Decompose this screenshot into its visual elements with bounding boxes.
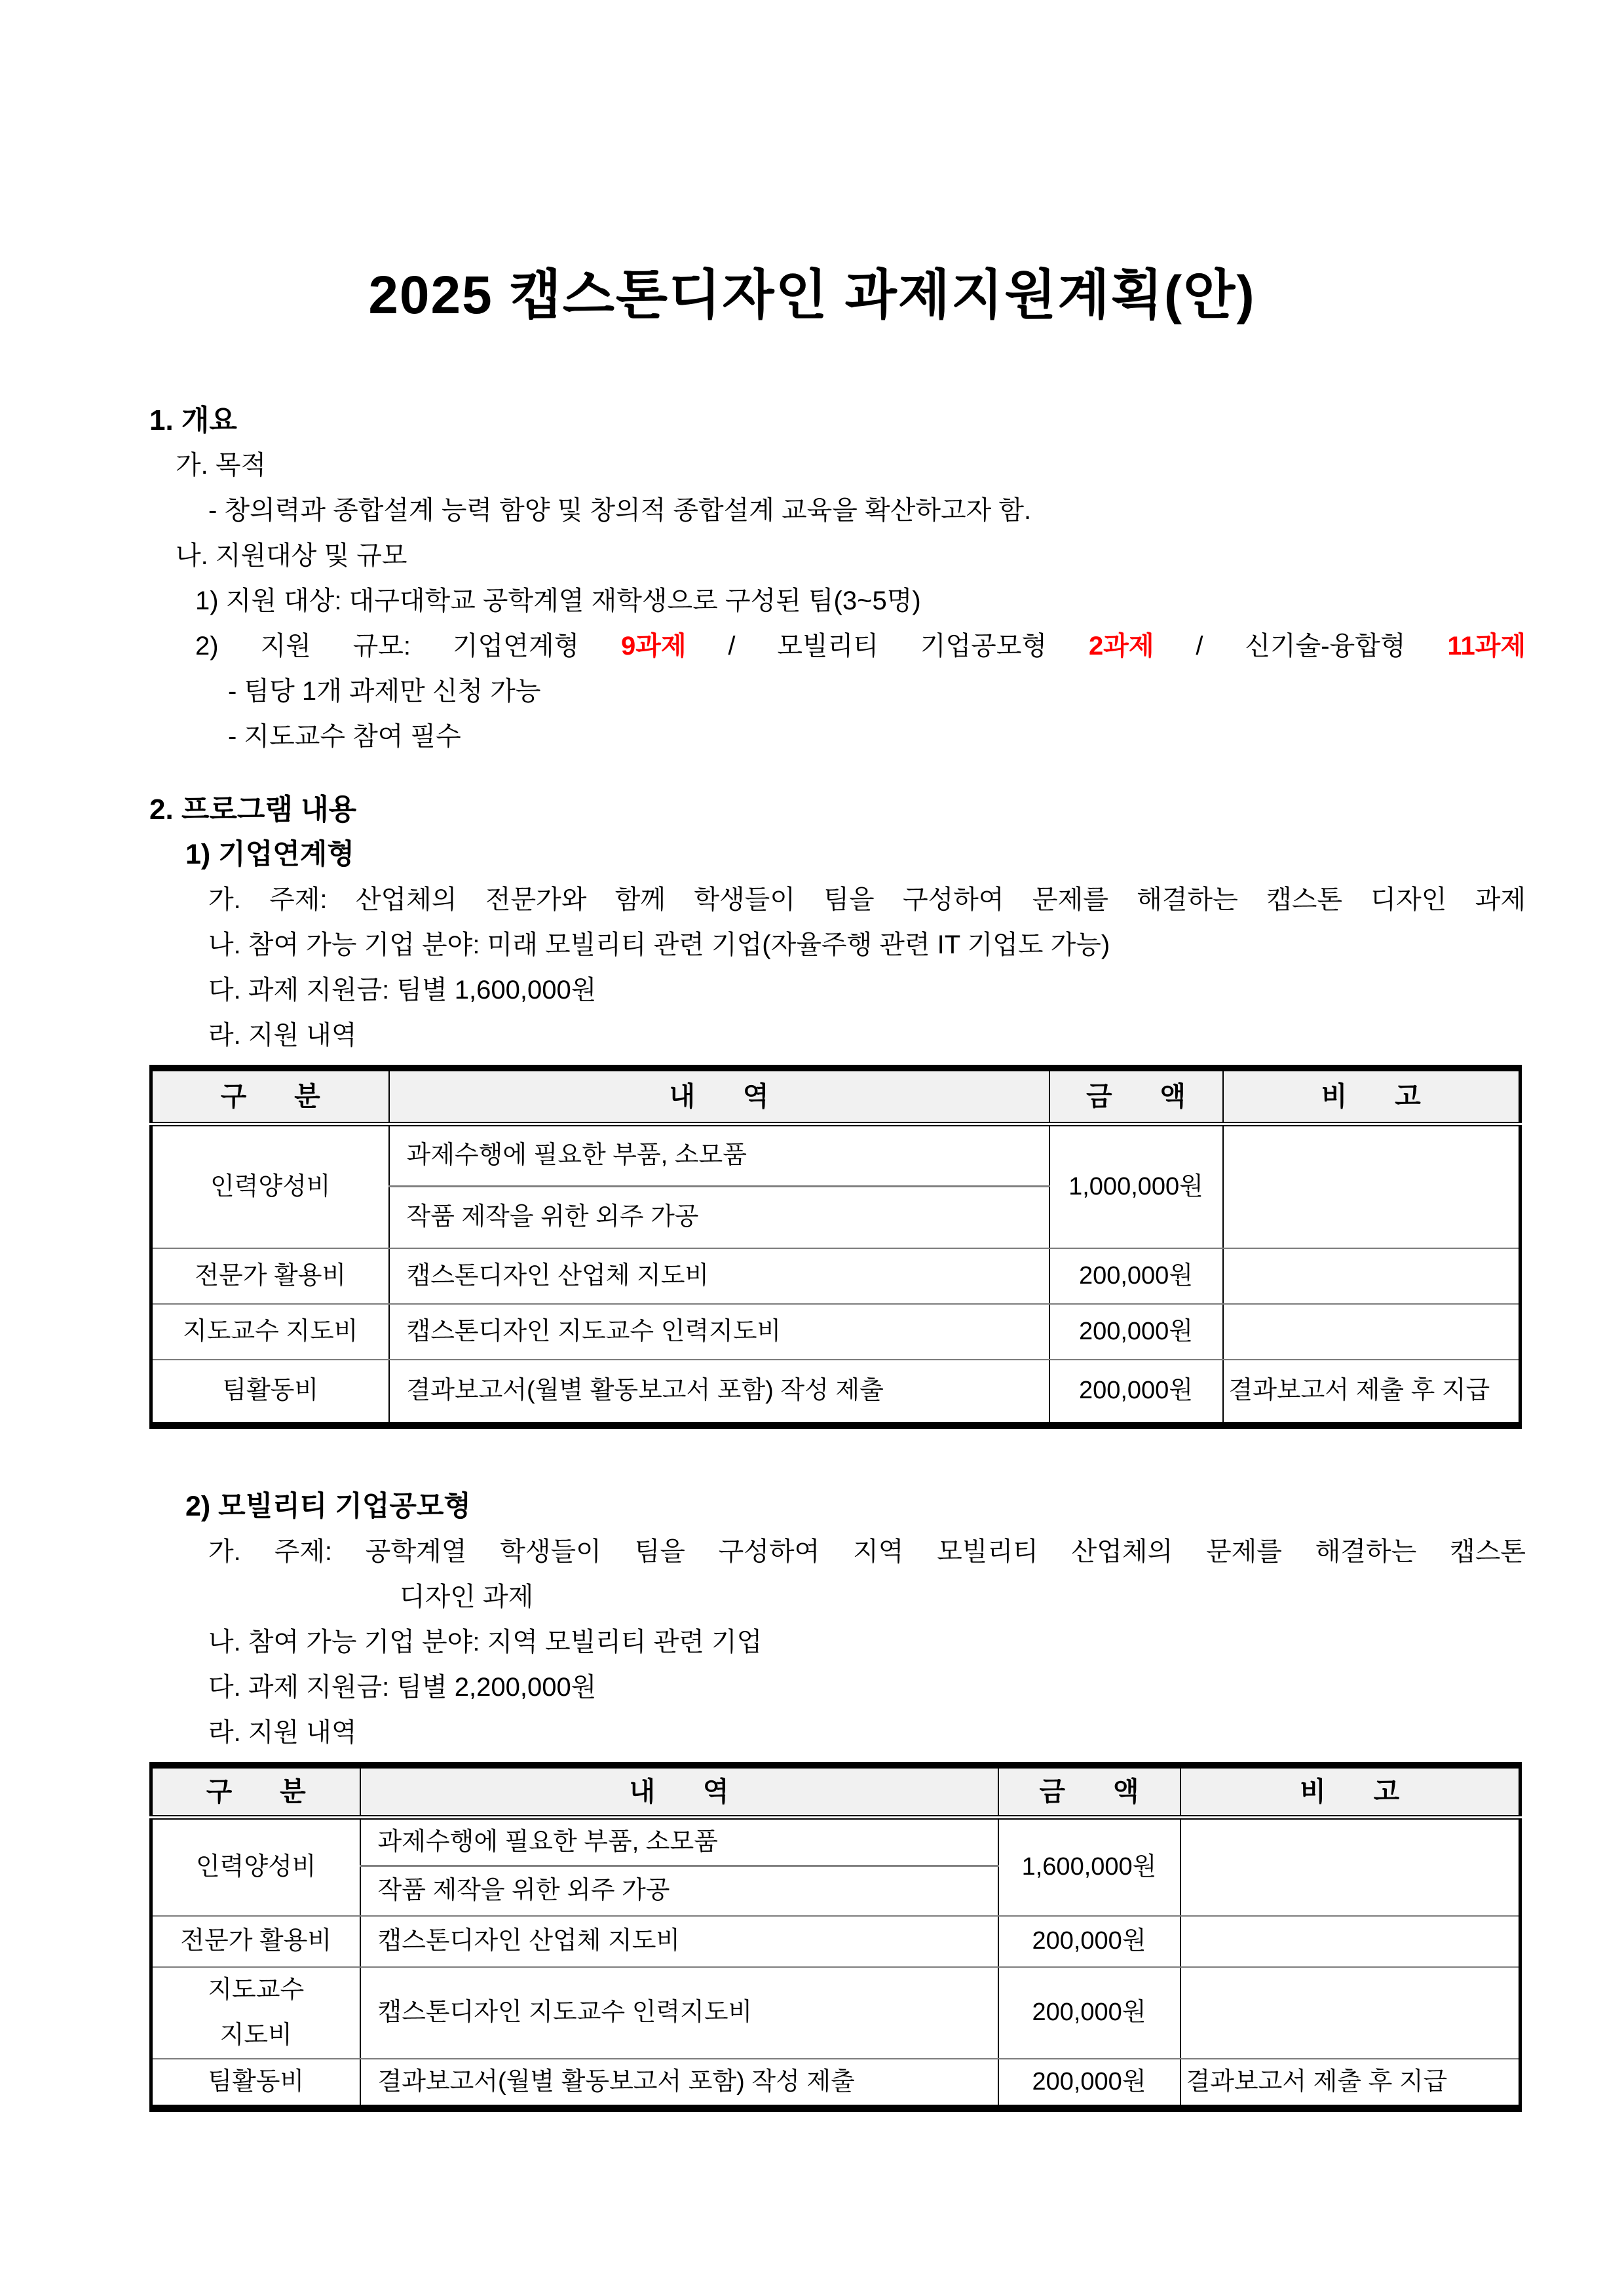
scope-label: 나. 지원대상 및 규모 [176,541,407,570]
program1-fund: 다. 과제 지원금: 팀별 1,600,000원 [208,976,597,1004]
cell-amount: 1,600,000원 [998,1818,1180,1916]
cell-amount: 200,000원 [1049,1360,1223,1425]
scale-note1: - 팀당 1개 과제만 신청 가능 [228,677,541,706]
cell-detail: 작품 제작을 위한 외주 가공 [360,1866,998,1916]
scale-count-industry: 9과제 [620,632,687,660]
cell-amount: 1,000,000원 [1049,1124,1223,1248]
program1-topic: 가. 주제: 산업체의 전문가와 함께 학생들이 팀을 구성하여 문제를 해결하는 캡스톤 디자인 과제 [208,885,1526,914]
program2-fund: 다. 과제 지원금: 팀별 2,200,000원 [208,1672,597,1702]
cell-note: 결과보고서 제출 후 지급 [1223,1360,1520,1425]
cell-detail: 결과보고서(월별 활동보고서 포함) 작성 제출 [389,1360,1049,1425]
program1-field: 나. 참여 가능 기업 분야: 미래 모빌리티 관련 기업(자율주행 관련 IT 기업도 가능) [208,930,1110,959]
cell-detail: 결과보고서(월별 활동보고서 포함) 작성 제출 [360,2059,998,2109]
cell-detail: 작품 제작을 위한 외주 가공 [389,1186,1049,1248]
cell-note [1180,1916,1520,1967]
table-header-row [151,1765,1520,1818]
purpose-label: 가. 목적 [176,451,267,480]
cell-amount: 200,000원 [998,1967,1180,2059]
table-row [151,1304,1520,1360]
cell-detail: 과제수행에 필요한 부품, 소모품 [389,1124,1049,1186]
cell-detail: 캡스톤디자인 지도교수 인력지도비 [360,1967,998,2059]
table-row [151,1248,1520,1304]
cell-detail: 캡스톤디자인 지도교수 인력지도비 [389,1304,1049,1360]
scale-note2: - 지도교수 참여 필수 [228,722,461,751]
col-header-category: 구 분 [151,1068,389,1124]
table-row [151,1818,1520,1866]
cell-note: 결과보고서 제출 후 지급 [1180,2059,1520,2109]
section2-heading: 2. 프로그램 내용 [149,794,357,826]
cell-category [151,1967,360,2059]
col-header-detail: 내 역 [389,1068,1049,1124]
table-row [151,1967,1520,2059]
document-title: 2025 캡스톤디자인 과제지원계획(안) [368,265,1256,325]
cell-category: 전문가 활용비 [151,1248,389,1304]
col-header-note: 비 고 [1223,1068,1520,1124]
program1-detail-label: 라. 지원 내역 [208,1021,357,1050]
cell-note [1223,1248,1520,1304]
table-row [151,1124,1520,1186]
scale-mid2: / 신기술-융합형 [1154,632,1448,660]
cell-amount: 200,000원 [1049,1304,1223,1360]
purpose-text: - 창의력과 종합설계 능력 함양 및 창의적 종합설계 교육을 확산하고자 함. [208,496,1032,525]
support-target-line: 1) 지원 대상: 대구대학교 공학계열 재학생으로 구성된 팀(3~5명) [195,586,921,615]
cell-note [1223,1124,1520,1248]
program2-topic-line1: 가. 주제: 공학계열 학생들이 팀을 구성하여 지역 모빌리티 산업체의 문제를 해결하는 캡스톤 [208,1537,1526,1566]
cell-category-line2: 지도비 [219,2021,292,2049]
support-table-industry [149,1065,1522,1429]
col-header-note: 비 고 [1180,1765,1520,1818]
table-header-row [151,1068,1520,1124]
cell-category: 인력양성비 [151,1124,389,1248]
col-header-amount: 금 액 [998,1765,1180,1818]
program2-heading: 2) 모빌리티 기업공모형 [185,1490,471,1522]
cell-note [1180,1818,1520,1916]
scale-count-mobility: 2과제 [1088,632,1154,660]
cell-category: 인력양성비 [151,1818,360,1916]
table-row [151,2059,1520,2109]
table-row [151,1916,1520,1967]
cell-category: 지도교수 지도비 [151,1304,389,1360]
col-header-detail: 내 역 [360,1765,998,1818]
cell-detail: 과제수행에 필요한 부품, 소모품 [360,1818,998,1866]
table-row [151,1360,1520,1425]
cell-category: 전문가 활용비 [151,1916,360,1967]
scale-mid1: / 모빌리티 기업공모형 [686,632,1089,660]
cell-category-line1: 지도교수 [208,1976,305,2004]
program2-field: 나. 참여 가능 기업 분야: 지역 모빌리티 관련 기업 [208,1627,763,1656]
cell-amount: 200,000원 [998,1916,1180,1967]
cell-amount: 200,000원 [998,2059,1180,2109]
cell-detail: 캡스톤디자인 산업체 지도비 [389,1248,1049,1304]
cell-amount: 200,000원 [1049,1248,1223,1304]
cell-note [1223,1304,1520,1360]
cell-note [1180,1967,1520,2059]
section1-heading: 1. 개요 [149,404,237,436]
scale-prefix: 2) 지원 규모: 기업연계형 [195,632,621,660]
col-header-category: 구 분 [151,1765,360,1818]
document-body [149,398,1526,2112]
support-scale-line [149,624,1526,669]
program1-heading: 1) 기업연계형 [185,839,354,870]
scale-count-newtech: 11과제 [1447,632,1526,660]
program2-topic-line2: 디자인 과제 [400,1582,534,1611]
col-header-amount: 금 액 [1049,1068,1223,1124]
cell-detail: 캡스톤디자인 산업체 지도비 [360,1916,998,1967]
cell-category: 팀활동비 [151,2059,360,2109]
cell-category: 팀활동비 [151,1360,389,1425]
program2-detail-label: 라. 지원 내역 [208,1717,357,1747]
support-table-mobility [149,1762,1522,2112]
